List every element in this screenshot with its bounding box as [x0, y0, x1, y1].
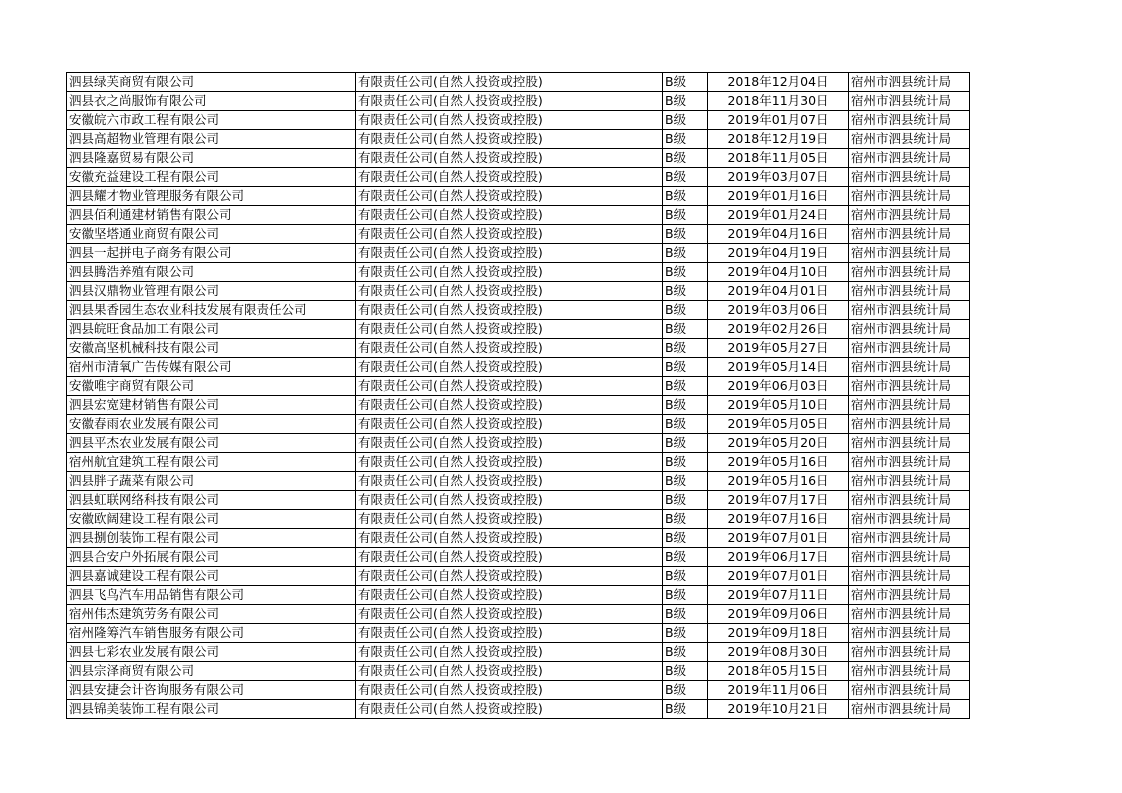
rating-grade-cell: B级 [663, 434, 708, 453]
table-body [67, 73, 970, 719]
company-type-cell: 有限责任公司(自然人投资或控股) [356, 73, 663, 92]
authority-cell: 宿州市泗县统计局 [849, 700, 970, 719]
company-name-cell: 泗县隆嘉贸易有限公司 [67, 149, 356, 168]
rating-grade-cell: B级 [663, 225, 708, 244]
company-name-cell: 宿州市清氧广告传媒有限公司 [67, 358, 356, 377]
rating-grade-cell: B级 [663, 339, 708, 358]
rating-grade-cell: B级 [663, 149, 708, 168]
rating-grade-cell: B级 [663, 605, 708, 624]
authority-cell: 宿州市泗县统计局 [849, 206, 970, 225]
rating-grade-cell: B级 [663, 548, 708, 567]
company-name-cell: 泗县耀才物业管理服务有限公司 [67, 187, 356, 206]
company-name-cell: 泗县胖子蔬菜有限公司 [67, 472, 356, 491]
company-type-cell: 有限责任公司(自然人投资或控股) [356, 225, 663, 244]
company-name-cell: 泗县宗泽商贸有限公司 [67, 662, 356, 681]
rating-date-cell: 2018年12月19日 [708, 130, 849, 149]
company-type-cell: 有限责任公司(自然人投资或控股) [356, 434, 663, 453]
table-row [67, 206, 970, 225]
company-type-cell: 有限责任公司(自然人投资或控股) [356, 377, 663, 396]
rating-grade-cell: B级 [663, 681, 708, 700]
table-row [67, 263, 970, 282]
table-row [67, 434, 970, 453]
rating-date-cell: 2018年12月04日 [708, 73, 849, 92]
rating-grade-cell: B级 [663, 263, 708, 282]
company-type-cell: 有限责任公司(自然人投资或控股) [356, 149, 663, 168]
authority-cell: 宿州市泗县统计局 [849, 548, 970, 567]
company-name-cell: 泗县衣之尚服饰有限公司 [67, 92, 356, 111]
rating-grade-cell: B级 [663, 111, 708, 130]
authority-cell: 宿州市泗县统计局 [849, 567, 970, 586]
rating-grade-cell: B级 [663, 92, 708, 111]
rating-date-cell: 2019年05月14日 [708, 358, 849, 377]
authority-cell: 宿州市泗县统计局 [849, 282, 970, 301]
authority-cell: 宿州市泗县统计局 [849, 92, 970, 111]
rating-date-cell: 2019年04月16日 [708, 225, 849, 244]
company-type-cell: 有限责任公司(自然人投资或控股) [356, 168, 663, 187]
rating-date-cell: 2019年06月03日 [708, 377, 849, 396]
table-row [67, 301, 970, 320]
authority-cell: 宿州市泗县统计局 [849, 263, 970, 282]
company-type-cell: 有限责任公司(自然人投资或控股) [356, 510, 663, 529]
authority-cell: 宿州市泗县统计局 [849, 586, 970, 605]
table-row [67, 282, 970, 301]
company-type-cell: 有限责任公司(自然人投资或控股) [356, 605, 663, 624]
rating-grade-cell: B级 [663, 567, 708, 586]
table-row [67, 358, 970, 377]
rating-grade-cell: B级 [663, 301, 708, 320]
rating-grade-cell: B级 [663, 415, 708, 434]
table-row [67, 149, 970, 168]
company-name-cell: 安徽坚塔通业商贸有限公司 [67, 225, 356, 244]
table-row [67, 187, 970, 206]
company-type-cell: 有限责任公司(自然人投资或控股) [356, 472, 663, 491]
rating-grade-cell: B级 [663, 491, 708, 510]
authority-cell: 宿州市泗县统计局 [849, 339, 970, 358]
rating-date-cell: 2019年07月01日 [708, 567, 849, 586]
table-row [67, 377, 970, 396]
authority-cell: 宿州市泗县统计局 [849, 434, 970, 453]
table-row [67, 244, 970, 263]
rating-grade-cell: B级 [663, 187, 708, 206]
rating-grade-cell: B级 [663, 244, 708, 263]
company-name-cell: 安徽高坚机械科技有限公司 [67, 339, 356, 358]
company-name-cell: 泗县一起拼电子商务有限公司 [67, 244, 356, 263]
rating-grade-cell: B级 [663, 206, 708, 225]
table-row [67, 415, 970, 434]
authority-cell: 宿州市泗县统计局 [849, 225, 970, 244]
rating-date-cell: 2019年08月30日 [708, 643, 849, 662]
company-name-cell: 泗县飞鸟汽车用品销售有限公司 [67, 586, 356, 605]
company-name-cell: 泗县腾浩养殖有限公司 [67, 263, 356, 282]
rating-grade-cell: B级 [663, 73, 708, 92]
authority-cell: 宿州市泗县统计局 [849, 605, 970, 624]
table-row [67, 453, 970, 472]
authority-cell: 宿州市泗县统计局 [849, 624, 970, 643]
rating-grade-cell: B级 [663, 662, 708, 681]
rating-grade-cell: B级 [663, 510, 708, 529]
company-type-cell: 有限责任公司(自然人投资或控股) [356, 187, 663, 206]
company-type-cell: 有限责任公司(自然人投资或控股) [356, 206, 663, 225]
rating-date-cell: 2019年04月10日 [708, 263, 849, 282]
rating-grade-cell: B级 [663, 529, 708, 548]
authority-cell: 宿州市泗县统计局 [849, 130, 970, 149]
table-row [67, 73, 970, 92]
rating-date-cell: 2019年05月10日 [708, 396, 849, 415]
company-name-cell: 安徽充益建设工程有限公司 [67, 168, 356, 187]
authority-cell: 宿州市泗县统计局 [849, 472, 970, 491]
table-row [67, 681, 970, 700]
rating-grade-cell: B级 [663, 700, 708, 719]
rating-date-cell: 2019年03月07日 [708, 168, 849, 187]
company-name-cell: 泗县平杰农业发展有限公司 [67, 434, 356, 453]
company-type-cell: 有限责任公司(自然人投资或控股) [356, 358, 663, 377]
authority-cell: 宿州市泗县统计局 [849, 301, 970, 320]
rating-date-cell: 2019年04月01日 [708, 282, 849, 301]
company-name-cell: 泗县绿芙商贸有限公司 [67, 73, 356, 92]
authority-cell: 宿州市泗县统计局 [849, 662, 970, 681]
company-type-cell: 有限责任公司(自然人投资或控股) [356, 320, 663, 339]
table-row [67, 225, 970, 244]
rating-date-cell: 2019年09月06日 [708, 605, 849, 624]
table-row [67, 491, 970, 510]
company-type-cell: 有限责任公司(自然人投资或控股) [356, 282, 663, 301]
company-name-cell: 泗县嘉诚建设工程有限公司 [67, 567, 356, 586]
rating-grade-cell: B级 [663, 472, 708, 491]
company-type-cell: 有限责任公司(自然人投资或控股) [356, 111, 663, 130]
authority-cell: 宿州市泗县统计局 [849, 491, 970, 510]
rating-date-cell: 2019年02月26日 [708, 320, 849, 339]
authority-cell: 宿州市泗县统计局 [849, 643, 970, 662]
rating-date-cell: 2019年04月19日 [708, 244, 849, 263]
table-row [67, 586, 970, 605]
table-row [67, 472, 970, 491]
company-type-cell: 有限责任公司(自然人投资或控股) [356, 548, 663, 567]
company-name-cell: 宿州航宜建筑工程有限公司 [67, 453, 356, 472]
credit-rating-table [66, 72, 970, 719]
company-name-cell: 泗县合安户外拓展有限公司 [67, 548, 356, 567]
rating-date-cell: 2019年05月16日 [708, 453, 849, 472]
company-type-cell: 有限责任公司(自然人投资或控股) [356, 244, 663, 263]
rating-date-cell: 2018年05月15日 [708, 662, 849, 681]
rating-date-cell: 2019年06月17日 [708, 548, 849, 567]
rating-grade-cell: B级 [663, 643, 708, 662]
table-row [67, 111, 970, 130]
rating-date-cell: 2019年07月16日 [708, 510, 849, 529]
table-row [67, 548, 970, 567]
company-name-cell: 安徽春雨农业发展有限公司 [67, 415, 356, 434]
authority-cell: 宿州市泗县统计局 [849, 244, 970, 263]
rating-date-cell: 2019年01月16日 [708, 187, 849, 206]
authority-cell: 宿州市泗县统计局 [849, 111, 970, 130]
table-row [67, 700, 970, 719]
rating-grade-cell: B级 [663, 130, 708, 149]
company-type-cell: 有限责任公司(自然人投资或控股) [356, 92, 663, 111]
company-type-cell: 有限责任公司(自然人投资或控股) [356, 586, 663, 605]
rating-grade-cell: B级 [663, 377, 708, 396]
table-row [67, 510, 970, 529]
rating-date-cell: 2019年07月17日 [708, 491, 849, 510]
table-row [67, 396, 970, 415]
authority-cell: 宿州市泗县统计局 [849, 187, 970, 206]
table-row [67, 339, 970, 358]
authority-cell: 宿州市泗县统计局 [849, 149, 970, 168]
company-name-cell: 泗县汉鼎物业管理有限公司 [67, 282, 356, 301]
company-type-cell: 有限责任公司(自然人投资或控股) [356, 263, 663, 282]
authority-cell: 宿州市泗县统计局 [849, 73, 970, 92]
rating-grade-cell: B级 [663, 320, 708, 339]
authority-cell: 宿州市泗县统计局 [849, 681, 970, 700]
company-type-cell: 有限责任公司(自然人投资或控股) [356, 662, 663, 681]
company-name-cell: 泗县佰利通建材销售有限公司 [67, 206, 356, 225]
company-type-cell: 有限责任公司(自然人投资或控股) [356, 415, 663, 434]
company-name-cell: 泗县锦美装饰工程有限公司 [67, 700, 356, 719]
table-row [67, 643, 970, 662]
rating-date-cell: 2019年05月16日 [708, 472, 849, 491]
company-type-cell: 有限责任公司(自然人投资或控股) [356, 491, 663, 510]
rating-date-cell: 2018年11月30日 [708, 92, 849, 111]
company-name-cell: 泗县宏宽建材销售有限公司 [67, 396, 356, 415]
authority-cell: 宿州市泗县统计局 [849, 320, 970, 339]
company-name-cell: 泗县虹联网络科技有限公司 [67, 491, 356, 510]
authority-cell: 宿州市泗县统计局 [849, 358, 970, 377]
company-type-cell: 有限责任公司(自然人投资或控股) [356, 567, 663, 586]
rating-date-cell: 2019年07月01日 [708, 529, 849, 548]
authority-cell: 宿州市泗县统计局 [849, 415, 970, 434]
authority-cell: 宿州市泗县统计局 [849, 168, 970, 187]
rating-date-cell: 2019年05月05日 [708, 415, 849, 434]
rating-date-cell: 2018年11月05日 [708, 149, 849, 168]
rating-date-cell: 2019年09月18日 [708, 624, 849, 643]
authority-cell: 宿州市泗县统计局 [849, 396, 970, 415]
company-name-cell: 泗县高超物业管理有限公司 [67, 130, 356, 149]
table-row [67, 605, 970, 624]
rating-date-cell: 2019年07月11日 [708, 586, 849, 605]
company-name-cell: 泗县安捷会计咨询服务有限公司 [67, 681, 356, 700]
company-name-cell: 泗县果香园生态农业科技发展有限责任公司 [67, 301, 356, 320]
rating-date-cell: 2019年10月21日 [708, 700, 849, 719]
company-type-cell: 有限责任公司(自然人投资或控股) [356, 453, 663, 472]
company-type-cell: 有限责任公司(自然人投资或控股) [356, 643, 663, 662]
rating-date-cell: 2019年01月24日 [708, 206, 849, 225]
company-type-cell: 有限责任公司(自然人投资或控股) [356, 130, 663, 149]
company-type-cell: 有限责任公司(自然人投资或控股) [356, 339, 663, 358]
authority-cell: 宿州市泗县统计局 [849, 453, 970, 472]
rating-grade-cell: B级 [663, 168, 708, 187]
rating-date-cell: 2019年03月06日 [708, 301, 849, 320]
rating-grade-cell: B级 [663, 586, 708, 605]
rating-date-cell: 2019年05月20日 [708, 434, 849, 453]
table-row [67, 320, 970, 339]
rating-date-cell: 2019年05月27日 [708, 339, 849, 358]
company-name-cell: 宿州隆筹汽车销售服务有限公司 [67, 624, 356, 643]
table-row [67, 567, 970, 586]
company-name-cell: 泗县捌创装饰工程有限公司 [67, 529, 356, 548]
company-type-cell: 有限责任公司(自然人投资或控股) [356, 700, 663, 719]
company-type-cell: 有限责任公司(自然人投资或控股) [356, 301, 663, 320]
authority-cell: 宿州市泗县统计局 [849, 510, 970, 529]
company-name-cell: 安徽唯宇商贸有限公司 [67, 377, 356, 396]
rating-date-cell: 2019年11月06日 [708, 681, 849, 700]
company-type-cell: 有限责任公司(自然人投资或控股) [356, 529, 663, 548]
authority-cell: 宿州市泗县统计局 [849, 529, 970, 548]
table-row [67, 168, 970, 187]
rating-grade-cell: B级 [663, 624, 708, 643]
table-row [67, 624, 970, 643]
company-type-cell: 有限责任公司(自然人投资或控股) [356, 624, 663, 643]
table-row [67, 529, 970, 548]
company-name-cell: 安徽皖六市政工程有限公司 [67, 111, 356, 130]
company-type-cell: 有限责任公司(自然人投资或控股) [356, 681, 663, 700]
table-row [67, 92, 970, 111]
rating-date-cell: 2019年01月07日 [708, 111, 849, 130]
authority-cell: 宿州市泗县统计局 [849, 377, 970, 396]
company-name-cell: 泗县皖旺食品加工有限公司 [67, 320, 356, 339]
company-name-cell: 泗县七彩农业发展有限公司 [67, 643, 356, 662]
rating-grade-cell: B级 [663, 358, 708, 377]
company-name-cell: 安徽欧阔建设工程有限公司 [67, 510, 356, 529]
table-row [67, 662, 970, 681]
rating-grade-cell: B级 [663, 396, 708, 415]
rating-grade-cell: B级 [663, 453, 708, 472]
table-row [67, 130, 970, 149]
company-name-cell: 宿州伟杰建筑劳务有限公司 [67, 605, 356, 624]
company-type-cell: 有限责任公司(自然人投资或控股) [356, 396, 663, 415]
rating-grade-cell: B级 [663, 282, 708, 301]
